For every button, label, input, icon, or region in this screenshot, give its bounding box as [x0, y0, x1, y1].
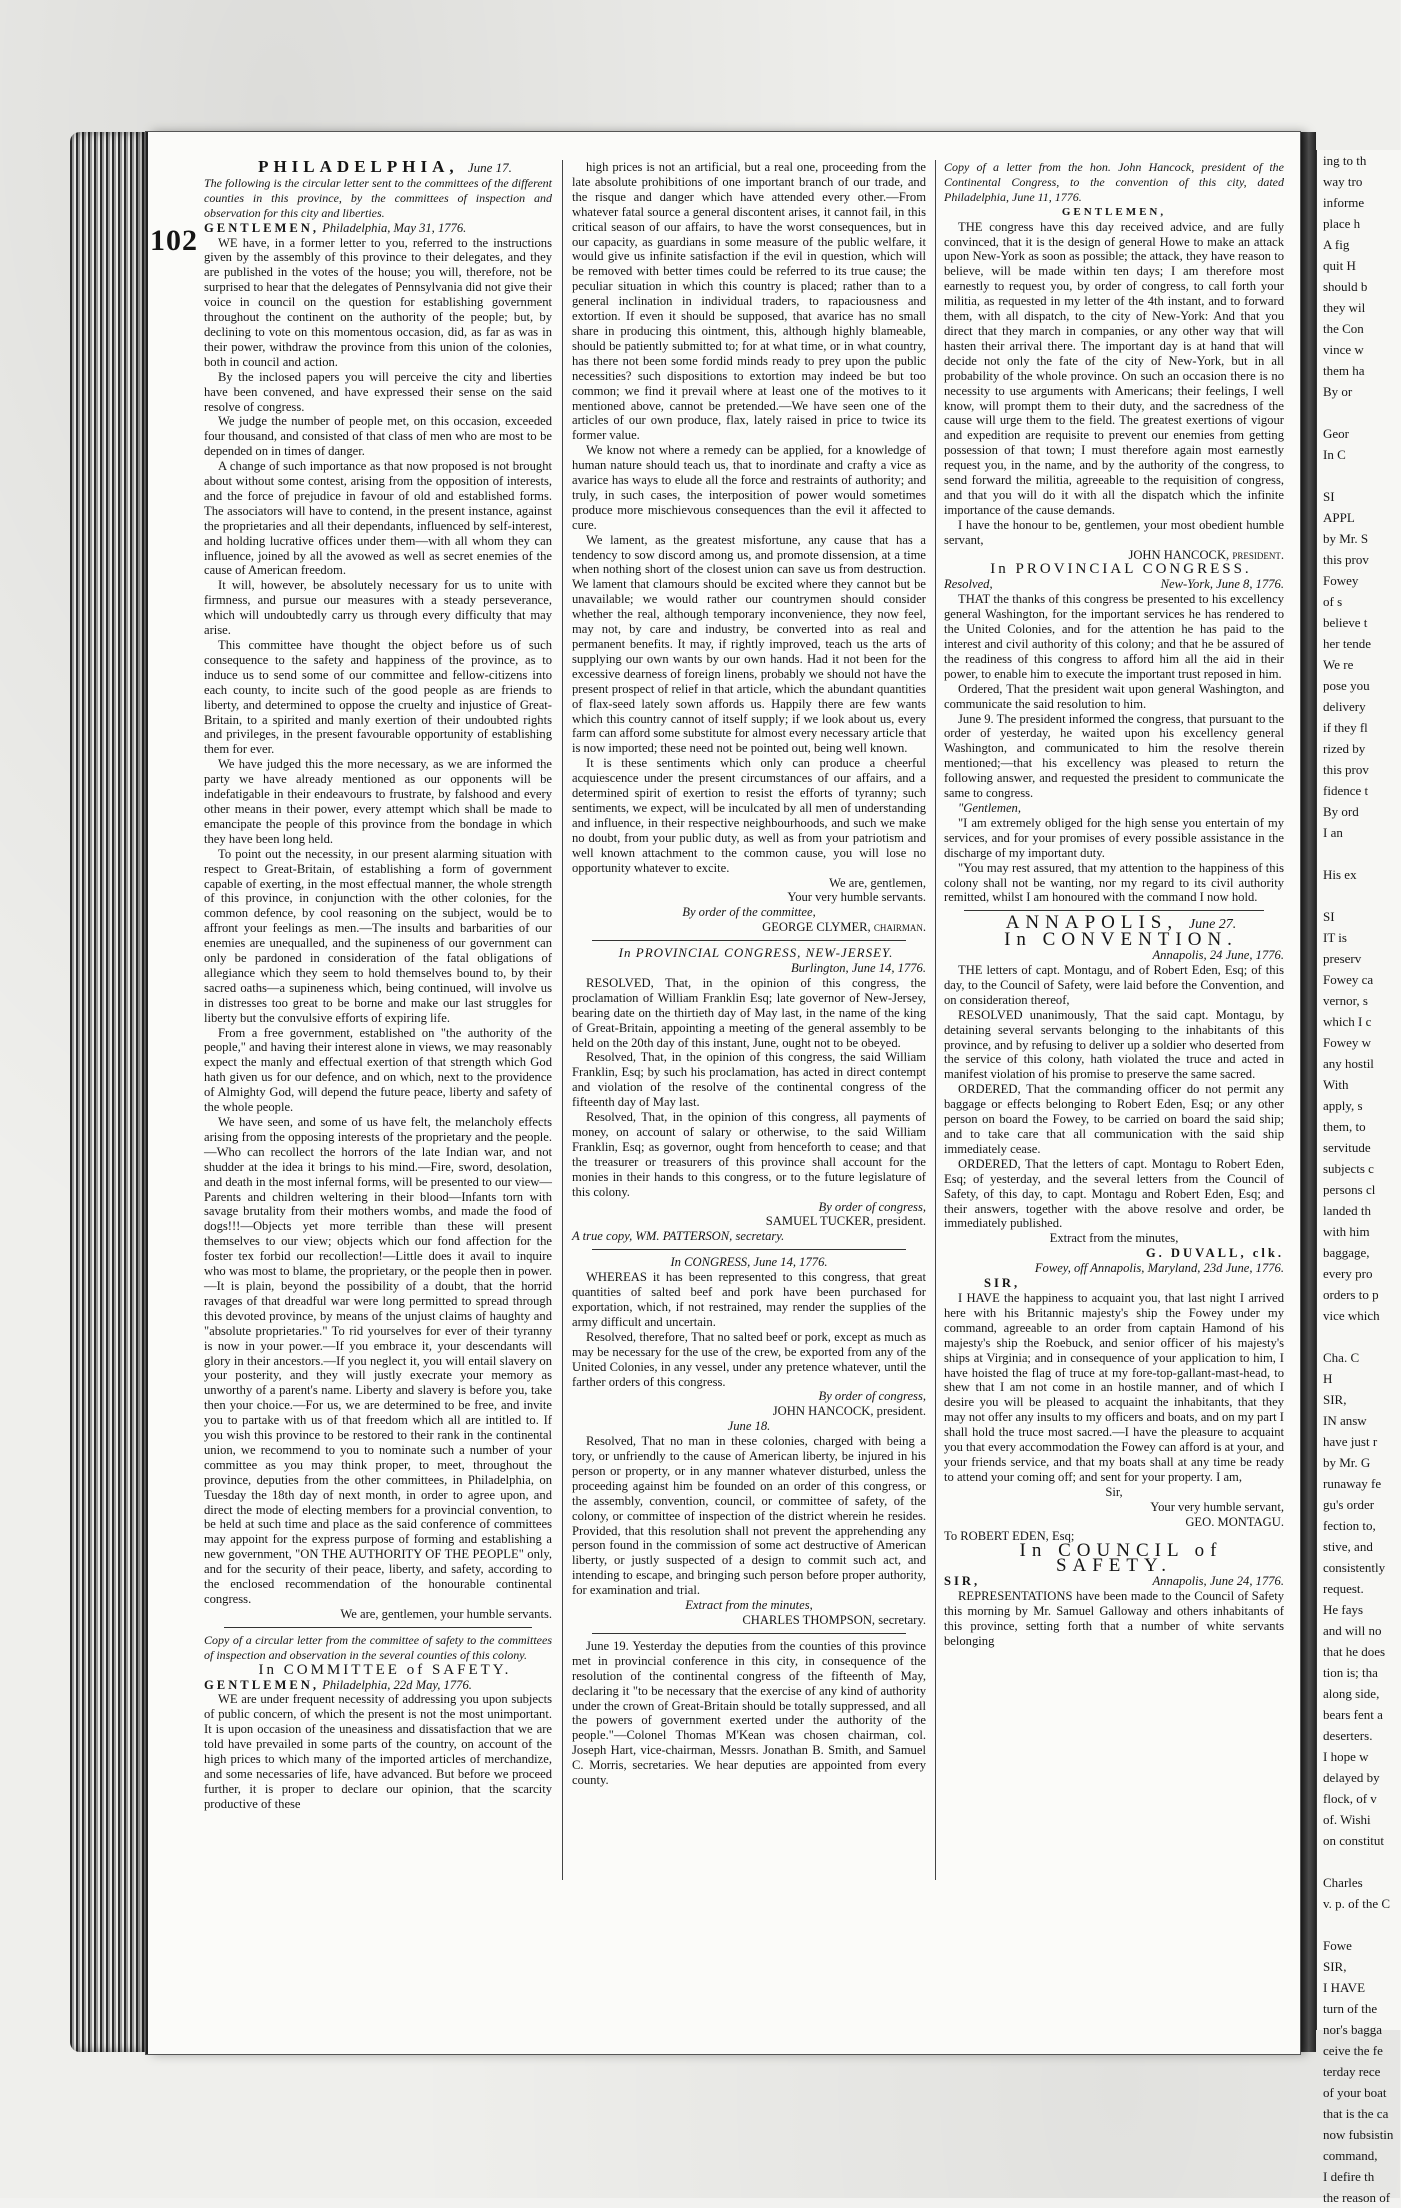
nj-resolutions: [572, 976, 926, 1200]
continuation-fragment: should b: [1323, 279, 1368, 294]
fowey-closing-2: Your very humble servant,: [1150, 1499, 1284, 1514]
next-page-edge: [1316, 150, 1401, 2205]
continuation-fragment: if they fl: [1323, 720, 1368, 735]
continuation-fragment: any hostil: [1323, 1056, 1374, 1071]
divider: [592, 1633, 906, 1634]
washington-salutation: "Gentlemen,: [958, 800, 1021, 815]
washington-paragraph: "I am extremely obliged for the high sense you entertain of my services, and for your promises of every possible assistance in the discharge of my important duty.: [944, 815, 1284, 860]
order-line: By order of the committee,: [682, 905, 816, 920]
committee-paragraph: We lament, as the greatest misfortune, any cause that has a tendency to sow discord among us, and promote dissension, at a time when nothing short of the closest union can save us from destruction. We lament that clamours should be excited where they cannot but be unavailable; we would rather our countrymen should consider whether the real, although temporary inconvenience, they now feel, may not, by care and industry, be converted into as real and permanent benefits. It may, if rightly improved, teach us the arts of supplying our own wants by our own hands. Had it not been for the excessive dearness of foreign linens, probably we should not have the present prospect of relief in that article, which the abundant quantities of flax-seed lately sown affords us. Happily there are few wants which this country cannot of itself supply; if we look about us, every farm can afford some substitute for almost every necessary article that is now imported; these need not be pointed out, being well known.: [572, 532, 926, 756]
continuation-fragment: now fubsistin: [1323, 2127, 1394, 2142]
continuation-fragment: consistently: [1323, 1560, 1386, 1575]
continuation-fragment: ing to th: [1323, 153, 1367, 168]
annapolis-city: ANNAPOLIS,: [1005, 912, 1179, 934]
continuation-fragment: SI: [1323, 489, 1335, 504]
council-paragraph: REPRESENTATIONS have been made to the Council of Safety this morning by Mr. Samuel Galloway and others inhabitants of this province, setting forth that a number of white servants belonging: [944, 1589, 1284, 1648]
fowey-closing-1: Sir,: [1105, 1484, 1123, 1499]
column-rule-2: [935, 160, 936, 1880]
continuation-fragment: vernor, s: [1323, 993, 1368, 1008]
congress-heading: In CONGRESS, June 14, 1776.: [670, 1255, 828, 1270]
committee-paragraph: high prices is not an artificial, but a real one, proceeding from the late absolute prohibitions of one important branch of our trade, and the risque and danger which have attended every other.—From whatever fatal source a general discontent arises, it cannot fail, in this critical season of our affairs, to have the worst consequences, but in our capacity, as guardians in some measure of the public welfare, it would give us infinite satisfaction if the evil in question, which will be removed with better times could be referred to its true cause; the peculiar situation in which this country is placed; rather than to a general inclination in individual traders, to rapaciousness and extortion. If even it should be supposed, that avarice has no small share in producing this ointment, this, although highly blameable, should be patiently submitted to; for at what time, or in what country, has there not been some fordid minds ready to prey upon the public necessities? such dispositions to extortion may indeed be but too common; we find it prevail where at least one of the motives to it mentioned above, cannot be pretended.—We have seen one of the articles of our own produce, flax, lately raised in price to twice its former value.: [572, 160, 926, 443]
closing-2: Your very humble servants.: [787, 890, 926, 905]
fowey-letter: I HAVE the happiness to acquaint you, that last night I arrived here with his Britannic majesty's ship the Fowey under my command, agreeable to an order from captain Hamond of his majesty's ship the Roebuck, and senior officer of his majesty's ships at Virginia; and in consequence of your application to him, I have hoisted the flag of truce at my fore-top-gallant-mast-head, to shew that I am not come in an hostile manner, and of which I desire you will be pleased to acquaint the inhabitants, that they may not offer any insults to my officers and boats, and on my part I shall hold the truce most sacred.—I have the pleasure to acquaint you that every accommodation the Fowey can afford is at your, and your friends service, and that my boats shall at any time be ready to attend your coming off; and sent for your property. I am,: [944, 1290, 1284, 1484]
signature-clymer: GEORGE CLYMER, chairman.: [762, 920, 926, 935]
committee-paragraph: We know not where a remedy can be applied, for a knowledge of human nature should teach us, that to inordinate and crafty a vice as avarice has ways to elude all the force and restraints of authority; and truly, in such cases, the interposition of power would sometimes produce more mischievous consequences than the evil it affected to cure.: [572, 443, 926, 532]
hancock-closing: I have the honour to be, gentlemen, your most obedient humble servant,: [944, 517, 1284, 547]
ny-resolution: June 9. The president informed the congress, that pursuant to the order of yesterday, he waited upon his excellency general Washington, and communicated to him the resolve therein mentioned;—that his excellency was pleased to return the following answer, and requested the president to communicate the same to congress.: [944, 711, 1284, 801]
nj-true-copy: A true copy, WM. PATTERSON, secretary.: [572, 1229, 785, 1244]
continuation-fragment: Charles: [1323, 1875, 1363, 1890]
continuation-fragment: IT is: [1323, 930, 1347, 945]
continuation-fragment: His ex: [1323, 867, 1357, 882]
column-rule-1: [562, 160, 563, 1880]
continuation-fragment: [1317, 1326, 1401, 1347]
continuation-fragment: them, to: [1323, 1119, 1366, 1134]
council-heading: In COUNCIL of SAFETY.: [1019, 1540, 1223, 1577]
continuation-fragment: of. Wishi: [1323, 1812, 1371, 1827]
annapolis-date: June 27.: [1188, 917, 1237, 933]
fowey-signature: GEO. MONTAGU.: [1185, 1514, 1284, 1529]
convention-resolutions: [944, 963, 1284, 1231]
continuation-fragment: Fowey ca: [1323, 972, 1374, 987]
ny-dateline: New-York, June 8, 1776.: [1160, 577, 1284, 592]
letter-body: [204, 236, 552, 1607]
letter-paragraph: A change of such importance as that now proposed is not brought about without some contest, arising from the opposition of interests, and the force of prejudice in favour of old and established forms. The associators will have to contend, in the present instance, against the proprietaries and all their dependants, influenced by self-interest, and holding lucrative offices under them—with all whom they can influence, joined by all the avowed as well as secret enemies of the cause of American freedom.: [204, 459, 552, 578]
continuation-fragment: this prov: [1323, 762, 1369, 777]
continuation-fragment: her tende: [1323, 636, 1372, 651]
continuation-fragment: Cha. C: [1323, 1350, 1360, 1365]
congress-resolution: Resolved, therefore, That no salted beef or pork, except as much as may be necessary for the use of the crew, be exported from any of the United Colonies, in any vessel, under any pretence whatever, until the farther orders of this congress.: [572, 1329, 926, 1389]
continuation-fragment: orders to p: [1323, 1287, 1379, 1302]
continuation-fragment: By ord: [1323, 804, 1359, 819]
letter-paragraph: WE have, in a former letter to you, referred to the instructions given by the assembly of this province to their delegates, and they are published in the votes of the house; you will, therefore, not be surprised to hear that the delegates of Pennsylvania did not give their voice in council on the question for establishing government throughout the continent on the authority of the people; but, by declining to vote on this momentous occasion, did, as far as was in their power, withdraw the province from this union of the colonies, both in council and action.: [204, 235, 552, 369]
congress-resolutions: [572, 1270, 926, 1389]
fowey-addressee: To ROBERT EDEN, Esq;: [944, 1529, 1075, 1544]
continuation-fragment: apply, s: [1323, 1098, 1363, 1113]
convention-resolution: RESOLVED unanimously, That the said capt. Montagu, by detaining several servants belonging to the inhabitants of this province, and by refusing to deliver up a soldier who deserted from the service of this colony, hath violated the truce and acted in manifest violation of his promise to preserve the same sacred.: [944, 1007, 1284, 1082]
hancock-salutation: GENTLEMEN,: [1061, 205, 1167, 218]
letter-paragraph: We have seen, and some of us have felt, the melancholy effects arising from the opposing interests of the proprietary and the people.—Who can recollect the horrors of the late Indian war, and not shudder at the idea it brings to his mind.—Fire, sword, desolation, and death in the most infernal forms, will be presented to our view—Parents and children weltering in their blood—Infants torn with savage brutality from their mothers wombs, and made the food of dogs!!!—Objects yet more terrible than these will present themselves to our view; objects which our fond affection for the foster tex forbid our recollection!—Little does it avail to inquire who was most to blame, the proprietary, or the people then in power.—It is plain, beyond the possibility of a doubt, that the horrid ravages of that dreadful war were long permitted to spread through this devoted province, by means of the unjust claims of haughty and "absolute proprietaries." To rid yourselves for ever of their tyranny is now in your power.—If you embrace it, your descendants will glory in their ancestors.—If you neglect it, you will entail slavery on your posterity, and they will justly execrate your memory as unworthy of a parent's name. Liberty and slavery is before you, take then your choice.—For us, we are determined to be free, and invite you to partake with us of that freedom which all are intitled to. If you wish this province to be restored to their rank in the continental union, we recommend to you to nominate such a number of your committee as you may think proper, to meet, throughout the province, deputies from the other committees, in Philadelphia, on Tuesday the 18th day of next month, in order to agree upon, and direct the mode of electing members for a provincial convention, to be held at such time and place as the said conference of committees may appoint for the express purpose of forming and establishing a new government, "ON THE AUTHORITY OF THE PEOPLE" only, and for the security of their peace, liberty, and safety, according to the enclosed recommendation of the honourable continental congress.: [204, 1115, 552, 1606]
continuation-fragment: baggage,: [1323, 1245, 1370, 1260]
continuation-fragment: along side,: [1323, 1686, 1380, 1701]
continuation-fragment: subjects c: [1323, 1161, 1374, 1176]
continuation-fragment: by Mr. S: [1323, 531, 1369, 546]
column-3: [944, 160, 1284, 1900]
convention-heading: In CONVENTION.: [1004, 929, 1238, 951]
continuation-fragment: delivery: [1323, 699, 1366, 714]
continuation-fragment: By or: [1323, 384, 1353, 399]
continuation-fragment: nor's bagga: [1323, 2022, 1383, 2037]
continuation-fragment: of your boat: [1323, 2085, 1387, 2100]
salutation: GENTLEMEN,: [204, 220, 320, 235]
nj-resolution: Resolved, That, in the opinion of this congress, all payments of money, on account of salary or otherwise, to the said William Franklin, Esq; as governor, ought from henceforth to cease; and that the treasurer or treasurers of this province shall account for the monies in their hands to this congress, or to the future legislature of this colony.: [572, 1110, 926, 1199]
continuation-fragment: which I c: [1323, 1014, 1372, 1029]
continuation-fragment: We re: [1323, 657, 1354, 672]
continuation-fragment: informe: [1323, 195, 1365, 210]
continuation-fragment: every pro: [1323, 1266, 1373, 1281]
continuation-fragment: delayed by: [1323, 1770, 1380, 1785]
continuation-fragment: He fays: [1323, 1602, 1364, 1617]
continuation-fragment: request.: [1323, 1581, 1364, 1596]
divider: [964, 910, 1264, 911]
washington-reply: [944, 816, 1284, 905]
continuation-fragment: of s: [1323, 594, 1343, 609]
nj-resolution: Resolved, That, in the opinion of this congress, the said William Franklin, Esq; by such his proclamation, has acted in direct contempt and violation of the resolve of the continental congress of the fifteenth day of May last.: [572, 1050, 926, 1110]
continuation-fragment: quit H: [1323, 258, 1356, 273]
continuation-fragment: fection to,: [1323, 1518, 1376, 1533]
continuation-fragment: this prov: [1323, 552, 1369, 567]
ny-heading: In PROVINCIAL CONGRESS.: [990, 561, 1252, 578]
letter-intro: The following is the circular letter sent to the committees of the different counties in this province, by the committees of inspection and observation for this city and liberties.: [204, 175, 552, 220]
convention-resolution: THE letters of capt. Montagu, and of Robert Eden, Esq; of this day, to the Council of Safety, were laid before the Convention, and on consideration thereof,: [944, 963, 1284, 1007]
council-salutation: SIR,: [944, 1574, 981, 1589]
column-2: [572, 160, 926, 1900]
continuation-fragment: I HAVE: [1323, 1980, 1366, 1995]
continuation-fragment: that he does: [1323, 1644, 1386, 1659]
dateline-heading: [204, 157, 552, 176]
continuation-fragment: Fowe: [1323, 1938, 1352, 1953]
continuation-fragment: tion is; tha: [1323, 1665, 1378, 1680]
nj-resolution: RESOLVED, That, in the opinion of this congress, the proclamation of William Franklin Esq; late governor of New-Jersey, bearing date on the thirtieth day of May last, in the name of the king of Great-Britain, appointing a meeting of the general assembly to be held on the 20th day of this instant, June, ought not to be obeyed.: [572, 975, 926, 1050]
copy-heading: Copy of a circular letter from the committee of safety to the committees of inspection and observation in the several counties of this colony.: [204, 1632, 552, 1662]
hancock-signature: JOHN HANCOCK, president.: [1128, 547, 1284, 562]
letter-paragraph: We have judged this the more necessary, as we are informed the party we have already mentioned as our opponents will be indefatigable in their endeavours to frustrate, by falshood and every other means in their power, every attempt which shall be made to emancipate the people of this province from the bondage in which they have been long held.: [204, 757, 552, 846]
council-dateline: Annapolis, June 24, 1776.: [1152, 1574, 1284, 1589]
convention-extract: Extract from the minutes,: [1049, 1231, 1179, 1246]
continuation-fragment: the Con: [1323, 321, 1364, 336]
continuation-fragment: bears fent a: [1323, 1707, 1383, 1722]
column-1: [204, 157, 552, 1900]
committee-body: [572, 160, 926, 876]
resolved-label: Resolved,: [944, 577, 993, 592]
ny-resolution: Ordered, That the president wait upon general Washington, and communicate the said resolution to him.: [944, 681, 1284, 711]
continuation-fragment: ceive the fe: [1323, 2043, 1383, 2058]
extract-signature: CHARLES THOMPSON, secretary.: [742, 1613, 926, 1627]
committee-dateline: Philadelphia, 22d May, 1776.: [322, 1677, 472, 1692]
continuation-fragment: pose you: [1323, 678, 1370, 693]
convention-signature: G. DUVALL, clk.: [1145, 1246, 1284, 1261]
committee-paragraph: WE are under frequent necessity of addressing you upon subjects of public concern, of which the present is not the most unimportant. It is upon occasion of the uneasiness and dissatisfaction that we are told have prevailed in some parts of the country, on account of the high prices to which many of the imported articles of merchandize, and some necessaries of life, have advanced. But before we proceed further, it is proper to declare our opinion, that the scarcity productive of these: [204, 1692, 552, 1811]
continuation-fragment: [1317, 843, 1401, 864]
letter-paragraph: This committee have thought the object before us of such consequence to the safety and happiness of the province, as to induce us to send some of our committee and fellow-citizens into each county, to incite such of the good people as are friends to liberty, and determined to oppose the cruelty and injustice of Great-Britain, to a spirited and manly exertion of their undoubted rights and privileges, in the present favourable opportunity of establishing them for ever.: [204, 638, 552, 757]
continuation-fragment: I defire th: [1323, 2169, 1375, 2184]
letter-closing: We are, gentlemen, your humble servants.: [340, 1606, 552, 1621]
continuation-fragment: fidence t: [1323, 783, 1369, 798]
continuation-fragment: on constitut: [1323, 1833, 1385, 1848]
heading-date: June 17.: [467, 160, 512, 175]
continuation-fragment: place h: [1323, 216, 1361, 231]
continuation-fragment: [1317, 465, 1401, 486]
committee-salutation: [204, 1678, 552, 1693]
continuation-fragment: [1317, 885, 1401, 906]
continuation-fragment: I an: [1323, 825, 1343, 840]
continuation-fragment: flock, of v: [1323, 1791, 1377, 1806]
divider: [592, 1249, 906, 1250]
divider: [224, 1627, 532, 1628]
continuation-fragment: gu's order: [1323, 1497, 1375, 1512]
letter-paragraph: To point out the necessity, in our present alarming situation with respect to Great-Britain, of establishing a form of government capable of exerting, in the most effectual manner, the whole strength of this province, in conjunction with the other colonies, for the common defence, by cool reasoning on the subject, would be to affront your feelings as men.—The insults and barbarities of our enemies are unequalled, and the supineness of our government can only be pardoned in consideration of the fatal obligations of allegiance which they seem to hold themselves bound to, by their sacred oaths—a supineness which, being continued, will involve us in distresses too great to be borne and make our last struggles for liberty but the convulsive efforts of expiring life.: [204, 846, 552, 1025]
continuation-fragment: landed th: [1323, 1203, 1372, 1218]
june18-resolution: Resolved, That no man in these colonies, charged with being a tory, or unfriendly to the cause of American liberty, be injured in his person or property, or in any manner whatever disturbed, unless the proceeding against him be founded on an order of this congress, or the assembly, convention, council, or committee of safety, of the colony, or committee of inspection of the district wherein he resides. Provided, that this resolution shall not prevent the apprehending any person found in the commission of some act destructive of American liberty, or justly suspected of a design to commit such act, and intending to escape, and bringing such person before proper authority, for examination and trial.: [572, 1434, 926, 1598]
convention-resolution: ORDERED, That the letters of capt. Montagu to Robert Eden, Esq; of yesterday, and the several letters from the Council of Safety, of this day, to capt. Montagu and Robert Eden, Esq; and their answers, together with the above resolve and order, be immediately published.: [944, 1156, 1284, 1231]
continuation-fragment: A fig: [1323, 237, 1350, 252]
nj-signature: SAMUEL TUCKER, president.: [765, 1214, 926, 1229]
continuation-fragment: SIR,: [1323, 1392, 1347, 1407]
continuation-fragment: v. p. of the C: [1323, 1896, 1391, 1911]
ny-resolution: THAT the thanks of this congress be presented to his excellency general Washington, for the important services he has rendered to the United Colonies, and for the attention he has paid to the interest and civil authority of this colony; and that he be assured of the readiness of this congress to afford him all the aid in their power, to enable him to execute the important trust reposed in him.: [944, 592, 1284, 681]
committee-heading: In COMMITTEE of SAFETY.: [258, 1661, 512, 1678]
ny-resolutions: [944, 592, 1284, 801]
hancock-letter: THE congress have this day received advice, and are fully convinced, that it is the design of general Howe to make an attack upon New-York as soon as possible; the attack, they have reason to believe, will be made within ten days; I am therefore most earnestly to request you, by order of congress, to call forth your militia, as requested in my letter of the 4th instant, and to forward them, with all dispatch, to the city of New-York: And that you direct that they march in companies, or any other way that will hasten their arrival there. The important day is at hand that will decide not only the fate of the city of New-York, but in all probability of the whole province. On such an occasion there is no necessity to use arguments with Americans; their feelings, I well know, will prompt them to their duty, and the sacredness of the cause will urge them to the field. The greatest exertions of vigour and expedition are requisite to prevent our enemies from getting possession of that town; I must therefore again most earnestly request you, in the name, and by the authority of the congress, to send forward the militia, agreeable to the requisition of congress, and that you will do it with all the dispatch which the infinite importance of the cause demands.: [944, 219, 1284, 517]
continuation-fragment: SIR,: [1323, 1959, 1347, 1974]
june19-paragraph: June 19. Yesterday the deputies from the counties of this province met in provincial conference in this city, in consequence of the resolution of the continental congress of the fifteenth of May, declaring it "to be necessary that the exercise of any kind of authority under the crown of Great-Britain should be totally suppressed, and all the powers of government exerted under the authority of the people."—Colonel Thomas M'Kean was chosen chairman, col. Joseph Hart, vice-chairman, Messrs. Jonathan B. Smith, and Samuel C. Morris, secretaries. We hear deputies are appointed from every county.: [572, 1638, 926, 1788]
letter-dateline: Philadelphia, May 31, 1776.: [322, 220, 467, 235]
continuation-fragment: [1317, 1914, 1401, 1935]
letter-paragraph: From a free government, established on "the authority of the people," and having their interest alone in views, we may reasonably expect the manly and effectual exertion of that strength which God hath given us for our defence, and on which, next to the providence of Almighty God, will depend the future peace, liberty and safety of the whole people.: [204, 1025, 552, 1115]
fowey-dateline: Fowey, off Annapolis, Maryland, 23d June, 1776.: [1034, 1261, 1284, 1276]
continuation-fragment: with him: [1323, 1224, 1370, 1239]
washington-paragraph: "You may rest assured, that my attention to the happiness of this colony shall not be wanting, nor my regard to its civil authority remitted, whilst I am honoured with the command I now hold.: [944, 860, 1284, 905]
continuation-fragment: [1317, 402, 1401, 423]
book-binding: [70, 132, 148, 2052]
continuation-fragment: [1317, 1851, 1401, 1872]
letter-salutation: [204, 221, 552, 236]
continuation-fragment: IN answ: [1323, 1413, 1367, 1428]
congress-order: By order of congress,: [818, 1389, 926, 1404]
continuation-fragment: vince w: [1323, 342, 1364, 357]
continuation-fragment: I hope w: [1323, 1749, 1369, 1764]
continuation-fragment: vice which: [1323, 1308, 1380, 1323]
continuation-fragment: servitude: [1323, 1140, 1371, 1155]
council-salutation-line: [944, 1574, 1284, 1589]
convention-resolution: ORDERED, That the commanding officer do not permit any baggage or effects belonging to Robert Eden, Esq; or any other person on board the Fowey, to be carried on board the said ship; and to take care that all communication with the said ship immediately cease.: [944, 1082, 1284, 1156]
continuation-fragment: stive, and: [1323, 1539, 1373, 1554]
ny-resolved-line: [944, 577, 1284, 592]
continuation-fragment: In C: [1323, 447, 1346, 462]
city-heading: PHILADELPHIA,: [258, 157, 459, 176]
continuation-fragment: runaway fe: [1323, 1476, 1382, 1491]
congress-signature: JOHN HANCOCK, president.: [772, 1404, 926, 1419]
continuation-fragment: have just r: [1323, 1434, 1378, 1449]
congress-resolution: WHEREAS it has been represented to this congress, that great quantities of salted beef and pork have been purchased for exportation, which, if not restrained, may render the supplies of the army difficult and uncertain.: [572, 1270, 926, 1329]
continuation-fragment: they wil: [1323, 300, 1366, 315]
committee-paragraph: It is these sentiments which only can produce a cheerful acquiescence under the present circumstances of our affairs, and a determined spirit of exertion to resist the efforts of tyranny; such sentiments, we expect, will be inculcated by all men of understanding and influence, in their respective neighbourhoods, and such we make no doubt, from your public duty, as well as from your patriotism and well known attachment to the common cause, you will lose no opportunity whatever to excite.: [572, 756, 926, 875]
continuation-fragment: command,: [1323, 2148, 1378, 2163]
page-number: 102: [150, 224, 198, 257]
june18-date: June 18.: [727, 1419, 771, 1434]
continuation-fragment: Geor: [1323, 426, 1349, 441]
letter-paragraph: By the inclosed papers you will perceive the city and liberties have been convened, and have expressed their sense on the said resolve of congress.: [204, 369, 552, 414]
continuation-fragment: that is the ca: [1323, 2106, 1389, 2121]
letter-paragraph: It will, however, be absolutely necessary for us to unite with firmness, and pursue our measures with a steady perseverance, which will undoubtedly carry us through every difficulty that may arise.: [204, 578, 552, 638]
divider: [592, 940, 906, 941]
hancock-intro: Copy of a letter from the hon. John Hancock, president of the Continental Congress, to the convention of this city, dated Philadelphia, June 11, 1776.: [944, 160, 1284, 204]
continuation-fragment: and will no: [1323, 1623, 1382, 1638]
continuation-fragment: preserv: [1323, 951, 1362, 966]
nj-dateline: Burlington, June 14, 1776.: [790, 961, 926, 976]
letter-paragraph: We judge the number of people met, on this occasion, exceeded four thousand, and consisted of that class of men who are most to be depended on in times of danger.: [204, 414, 552, 459]
convention-dateline: Annapolis, 24 June, 1776.: [1152, 948, 1284, 963]
extract-line: Extract from the minutes,: [685, 1598, 813, 1613]
continuation-fragment: Fowey: [1323, 573, 1359, 588]
continuation-fragment: Fowey w: [1323, 1035, 1372, 1050]
continuation-fragment: rized by: [1323, 741, 1366, 756]
continuation-fragment: APPL: [1323, 510, 1355, 525]
fowey-salutation: SIR,: [984, 1276, 1021, 1291]
continuation-fragment: persons cl: [1323, 1182, 1376, 1197]
continuation-fragment: terday rece: [1323, 2064, 1381, 2079]
continuation-fragment: deserters.: [1323, 1728, 1373, 1743]
nj-heading: In PROVINCIAL CONGRESS, NEW-JERSEY.: [618, 945, 894, 961]
continuation-fragment: way tro: [1323, 174, 1363, 189]
continuation-fragment: by Mr. G: [1323, 1455, 1371, 1470]
page-gutter: [1298, 132, 1316, 2052]
continuation-fragment: SI: [1323, 909, 1335, 924]
continuation-fragment: them ha: [1323, 363, 1365, 378]
continuation-fragment: H: [1323, 1371, 1333, 1386]
continuation-fragment: believe t: [1323, 615, 1368, 630]
nj-order: By order of congress,: [818, 1199, 926, 1214]
continuation-fragment: the reason of: [1323, 2190, 1391, 2205]
continuation-fragment: With: [1323, 1077, 1349, 1092]
continuation-fragment: turn of the: [1323, 2001, 1378, 2016]
closing-1: We are, gentlemen,: [829, 875, 926, 890]
salutation: GENTLEMEN,: [204, 1677, 320, 1692]
